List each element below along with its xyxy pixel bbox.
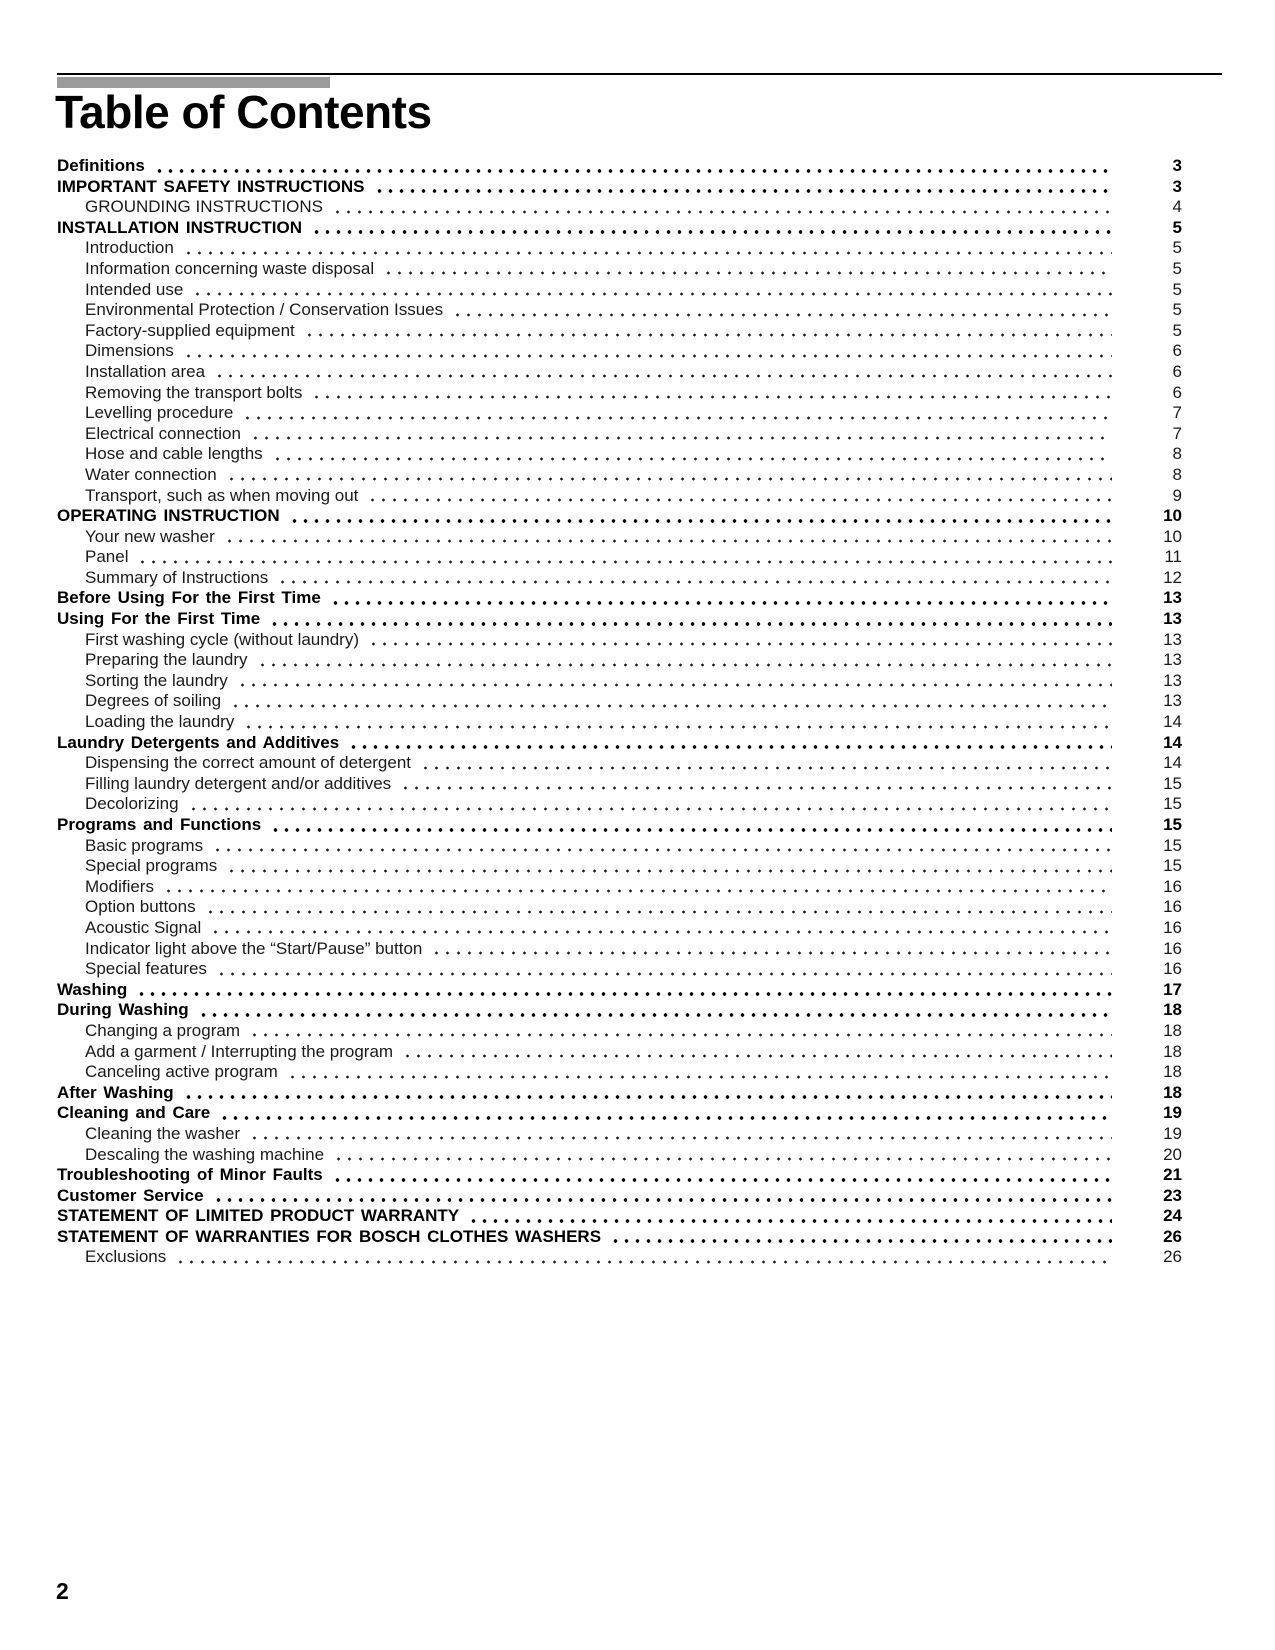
toc-entry-page-number: 16 xyxy=(1163,938,1182,958)
toc-entry xyxy=(57,1021,1182,1042)
toc-entry-page-number: 13 xyxy=(1163,691,1182,711)
toc-entry-page-number: 13 xyxy=(1163,650,1182,670)
toc-entry-page-number: 19 xyxy=(1163,1103,1182,1123)
toc-entry-page-number: 8 xyxy=(1172,444,1182,464)
toc-dot-leader xyxy=(330,588,1112,609)
toc-entry-label: Installation area xyxy=(85,361,206,381)
toc-entry-label: OPERATING INSTRUCTION xyxy=(57,506,280,526)
toc-dot-leader xyxy=(257,650,1112,671)
toc-entry-label: Definitions xyxy=(57,156,145,175)
toc-entry-label: Dispensing the correct amount of detergent xyxy=(85,753,412,773)
toc-entry-label: Sorting the laundry xyxy=(85,670,228,690)
toc-entry-label: Option buttons xyxy=(85,897,196,917)
toc-entry-label: STATEMENT OF LIMITED PRODUCT WARRANTY xyxy=(57,1206,460,1226)
toc-dot-leader xyxy=(400,774,1112,795)
toc-entry xyxy=(57,1062,1182,1083)
toc-entry-label: Special programs xyxy=(85,856,218,876)
toc-entry xyxy=(57,259,1182,280)
toc-dot-leader xyxy=(214,362,1112,383)
toc-entry-page-number: 5 xyxy=(1172,217,1182,237)
table-of-contents xyxy=(57,156,1182,1268)
toc-entry xyxy=(57,588,1182,609)
toc-entry-page-number: 21 xyxy=(1163,1165,1182,1185)
toc-entry xyxy=(57,1103,1182,1124)
footer-page-number: 2 xyxy=(56,1578,69,1604)
toc-dot-leader xyxy=(183,238,1112,259)
toc-dot-leader xyxy=(210,918,1112,939)
toc-entry-label: Exclusions xyxy=(85,1247,167,1267)
toc-dot-leader xyxy=(237,671,1112,692)
toc-entry-page-number: 5 xyxy=(1172,279,1182,299)
toc-entry-page-number: 5 xyxy=(1172,258,1182,278)
toc-entry-page-number: 16 xyxy=(1163,959,1182,979)
toc-dot-leader xyxy=(420,753,1112,774)
toc-dot-leader xyxy=(287,1062,1112,1083)
toc-dot-leader xyxy=(383,259,1112,280)
toc-entry-page-number: 5 xyxy=(1172,320,1182,340)
toc-dot-leader xyxy=(333,1145,1112,1166)
toc-dot-leader xyxy=(402,1042,1112,1063)
toc-entry xyxy=(57,362,1182,383)
toc-dot-leader xyxy=(367,486,1112,507)
toc-entry-label: Degrees of soiling xyxy=(85,691,222,711)
toc-entry-page-number: 18 xyxy=(1163,1062,1182,1082)
toc-entry xyxy=(57,733,1182,754)
toc-dot-leader xyxy=(137,547,1112,568)
toc-dot-leader xyxy=(250,424,1112,445)
toc-entry-page-number: 15 xyxy=(1163,773,1182,793)
toc-entry-page-number: 10 xyxy=(1163,526,1182,546)
toc-entry-page-number: 5 xyxy=(1172,300,1182,320)
toc-entry-page-number: 7 xyxy=(1172,423,1182,443)
toc-dot-leader xyxy=(183,1083,1112,1104)
toc-dot-leader xyxy=(277,568,1112,589)
toc-entry-label: Cleaning and Care xyxy=(57,1103,211,1123)
toc-entry-label: After Washing xyxy=(57,1082,174,1102)
toc-dot-leader xyxy=(332,197,1112,218)
toc-dot-leader xyxy=(374,177,1113,198)
toc-dot-leader xyxy=(175,1247,1112,1268)
toc-dot-leader xyxy=(249,1021,1112,1042)
toc-dot-leader xyxy=(213,1186,1112,1207)
toc-dot-leader xyxy=(226,856,1112,877)
toc-dot-leader xyxy=(311,383,1112,404)
toc-entry xyxy=(57,527,1182,548)
toc-entry-label: Introduction xyxy=(85,238,174,258)
toc-entry xyxy=(57,856,1182,877)
toc-entry-label: Removing the transport bolts xyxy=(85,382,303,402)
toc-entry-page-number: 18 xyxy=(1163,1041,1182,1061)
toc-entry-label: Before Using For the First Time xyxy=(57,588,321,608)
toc-entry-label: GROUNDING INSTRUCTIONS xyxy=(85,197,323,217)
toc-entry-label: Laundry Detergents and Additives xyxy=(57,732,340,752)
toc-entry-page-number: 3 xyxy=(1172,156,1182,175)
toc-entry-label: Add a garment / Interrupting the program xyxy=(85,1041,394,1061)
toc-entry xyxy=(57,691,1182,712)
toc-entry xyxy=(57,465,1182,486)
toc-entry-label: Panel xyxy=(85,547,129,567)
toc-entry-page-number: 6 xyxy=(1172,382,1182,402)
toc-entry xyxy=(57,156,1182,177)
toc-entry xyxy=(57,506,1182,527)
toc-entry-label: STATEMENT OF WARRANTIES FOR BOSCH CLOTHES WASHERS xyxy=(57,1226,602,1246)
toc-entry xyxy=(57,1206,1182,1227)
toc-entry xyxy=(57,218,1182,239)
toc-entry-label: Summary of Instructions xyxy=(85,567,269,587)
toc-entry xyxy=(57,980,1182,1001)
toc-entry-page-number: 26 xyxy=(1163,1226,1182,1246)
toc-entry-page-number: 17 xyxy=(1163,979,1182,999)
toc-dot-leader xyxy=(368,630,1112,651)
toc-entry-page-number: 6 xyxy=(1172,341,1182,361)
toc-entry xyxy=(57,1000,1182,1021)
toc-entry xyxy=(57,939,1182,960)
toc-entry-page-number: 4 xyxy=(1172,197,1182,217)
toc-entry xyxy=(57,383,1182,404)
toc-entry-page-number: 13 xyxy=(1163,588,1182,608)
toc-entry-label: Using For the First Time xyxy=(57,609,261,629)
toc-dot-leader xyxy=(348,733,1112,754)
toc-entry-label: Special features xyxy=(85,959,207,979)
toc-entry-label: Basic programs xyxy=(85,835,204,855)
toc-dot-leader xyxy=(289,506,1112,527)
toc-dot-leader xyxy=(136,980,1112,1001)
toc-entry-page-number: 13 xyxy=(1163,629,1182,649)
toc-dot-leader xyxy=(205,897,1112,918)
toc-entry-label: Transport, such as when moving out xyxy=(85,485,359,505)
toc-entry xyxy=(57,300,1182,321)
toc-dot-leader xyxy=(304,321,1112,342)
toc-entry-page-number: 15 xyxy=(1163,794,1182,814)
toc-entry-label: Washing xyxy=(57,979,128,999)
toc-entry xyxy=(57,321,1182,342)
toc-entry-page-number: 5 xyxy=(1172,238,1182,258)
toc-entry-page-number: 26 xyxy=(1163,1247,1182,1267)
toc-entry-label: Information concerning waste disposal xyxy=(85,258,375,278)
toc-entry-label: Environmental Protection / Conservation Issues xyxy=(85,300,444,320)
toc-entry-page-number: 23 xyxy=(1163,1185,1182,1205)
toc-entry xyxy=(57,568,1182,589)
toc-entry-page-number: 13 xyxy=(1163,670,1182,690)
toc-entry-label: Your new washer xyxy=(85,526,215,546)
toc-entry-label: Descaling the washing machine xyxy=(85,1144,325,1164)
toc-dot-leader xyxy=(243,712,1112,733)
toc-entry-page-number: 10 xyxy=(1163,506,1182,526)
toc-entry xyxy=(57,836,1182,857)
toc-entry xyxy=(57,1042,1182,1063)
toc-entry-label: Hose and cable lengths xyxy=(85,444,263,464)
toc-entry-label: Programs and Functions xyxy=(57,815,262,834)
toc-entry-label: Factory-supplied equipment xyxy=(85,320,295,340)
toc-entry-page-number: 16 xyxy=(1163,876,1182,896)
toc-entry-page-number: 18 xyxy=(1163,1082,1182,1102)
toc-entry xyxy=(57,1083,1182,1104)
toc-entry xyxy=(57,444,1182,465)
toc-entry-label: Loading the laundry xyxy=(85,712,235,732)
toc-entry-page-number: 18 xyxy=(1163,1000,1182,1020)
toc-entry xyxy=(57,424,1182,445)
toc-entry-page-number: 15 xyxy=(1163,815,1182,834)
toc-entry-page-number: 14 xyxy=(1163,712,1182,732)
toc-entry xyxy=(57,1186,1182,1207)
toc-entry xyxy=(57,1227,1182,1248)
toc-entry-label: Canceling active program xyxy=(85,1062,278,1082)
toc-entry xyxy=(57,650,1182,671)
toc-entry-page-number: 20 xyxy=(1163,1144,1182,1164)
toc-entry-page-number: 8 xyxy=(1172,464,1182,484)
toc-dot-leader xyxy=(192,280,1112,301)
toc-dot-leader xyxy=(468,1206,1112,1227)
toc-entry xyxy=(57,959,1182,980)
toc-entry-page-number: 24 xyxy=(1163,1206,1182,1226)
toc-entry xyxy=(57,280,1182,301)
toc-entry-label: Filling laundry detergent and/or additives xyxy=(85,773,392,793)
toc-entry-label: Preparing the laundry xyxy=(85,650,248,670)
toc-entry xyxy=(57,1247,1182,1268)
toc-dot-leader xyxy=(219,1103,1112,1124)
toc-entry-page-number: 15 xyxy=(1163,856,1182,876)
toc-dot-leader xyxy=(198,1000,1112,1021)
toc-entry xyxy=(57,341,1182,362)
toc-entry-label: Indicator light above the “Start/Pause” button xyxy=(85,938,423,958)
toc-dot-leader xyxy=(188,794,1112,815)
toc-entry-label: Intended use xyxy=(85,279,184,299)
toc-entry-label: INSTALLATION INSTRUCTION xyxy=(57,217,303,237)
toc-entry xyxy=(57,671,1182,692)
toc-dot-leader xyxy=(183,341,1112,362)
toc-entry-label: Modifiers xyxy=(85,876,154,896)
toc-dot-leader xyxy=(431,939,1112,960)
toc-entry-page-number: 14 xyxy=(1163,753,1182,773)
toc-entry-label: Cleaning the washer xyxy=(85,1123,240,1143)
toc-entry xyxy=(57,486,1182,507)
toc-entry-page-number: 16 xyxy=(1163,917,1182,937)
toc-entry xyxy=(57,547,1182,568)
toc-dot-leader xyxy=(269,609,1112,630)
toc-dot-leader xyxy=(452,300,1112,321)
toc-entry-page-number: 9 xyxy=(1172,485,1182,505)
toc-dot-leader xyxy=(270,815,1112,836)
toc-entry-page-number: 14 xyxy=(1163,732,1182,752)
toc-dot-leader xyxy=(249,1124,1112,1145)
toc-entry-label: Levelling procedure xyxy=(85,403,234,423)
toc-entry xyxy=(57,1124,1182,1145)
toc-dot-leader xyxy=(311,218,1112,239)
toc-entry xyxy=(57,1165,1182,1186)
toc-entry xyxy=(57,630,1182,651)
toc-entry-label: Customer Service xyxy=(57,1185,204,1205)
toc-entry-page-number: 12 xyxy=(1163,567,1182,587)
toc-entry xyxy=(57,794,1182,815)
toc-entry-page-number: 11 xyxy=(1164,547,1182,567)
toc-dot-leader xyxy=(226,465,1112,486)
toc-entry xyxy=(57,1145,1182,1166)
toc-entry xyxy=(57,403,1182,424)
toc-entry-label: Water connection xyxy=(85,464,217,484)
toc-entry xyxy=(57,774,1182,795)
toc-dot-leader xyxy=(224,527,1112,548)
toc-entry xyxy=(57,197,1182,218)
toc-entry-page-number: 13 xyxy=(1163,609,1182,629)
toc-entry xyxy=(57,815,1182,836)
toc-dot-leader xyxy=(230,691,1112,712)
toc-dot-leader xyxy=(154,156,1112,177)
toc-entry-label: First washing cycle (without laundry) xyxy=(85,629,359,649)
toc-entry xyxy=(57,238,1182,259)
toc-entry-label: Decolorizing xyxy=(85,794,179,814)
toc-entry-label: Dimensions xyxy=(85,341,174,361)
toc-entry-page-number: 16 xyxy=(1163,897,1182,917)
toc-entry-page-number: 15 xyxy=(1163,835,1182,855)
toc-entry xyxy=(57,918,1182,939)
toc-dot-leader xyxy=(610,1227,1112,1248)
toc-entry xyxy=(57,712,1182,733)
toc-entry-label: Electrical connection xyxy=(85,423,241,443)
toc-entry-page-number: 7 xyxy=(1172,403,1182,423)
toc-entry-page-number: 18 xyxy=(1163,1020,1182,1040)
toc-dot-leader xyxy=(163,877,1112,898)
toc-entry xyxy=(57,897,1182,918)
toc-dot-leader xyxy=(242,403,1112,424)
toc-dot-leader xyxy=(212,836,1112,857)
toc-entry xyxy=(57,877,1182,898)
toc-entry-label: Troubleshooting of Minor Faults xyxy=(57,1165,323,1185)
toc-entry-label: Changing a program xyxy=(85,1020,240,1040)
toc-dot-leader xyxy=(332,1165,1112,1186)
toc-entry-label: IMPORTANT SAFETY INSTRUCTIONS xyxy=(57,176,365,196)
toc-entry-page-number: 19 xyxy=(1163,1123,1182,1143)
toc-entry xyxy=(57,177,1182,198)
toc-entry xyxy=(57,609,1182,630)
toc-entry xyxy=(57,753,1182,774)
toc-dot-leader xyxy=(272,444,1112,465)
toc-dot-leader xyxy=(216,959,1112,980)
header-rule xyxy=(57,73,1222,75)
toc-entry-label: Acoustic Signal xyxy=(85,917,202,937)
toc-entry-page-number: 6 xyxy=(1172,361,1182,381)
toc-entry-page-number: 3 xyxy=(1172,176,1182,196)
toc-entry-label: During Washing xyxy=(57,1000,189,1020)
page-title: Table of Contents xyxy=(55,86,432,138)
